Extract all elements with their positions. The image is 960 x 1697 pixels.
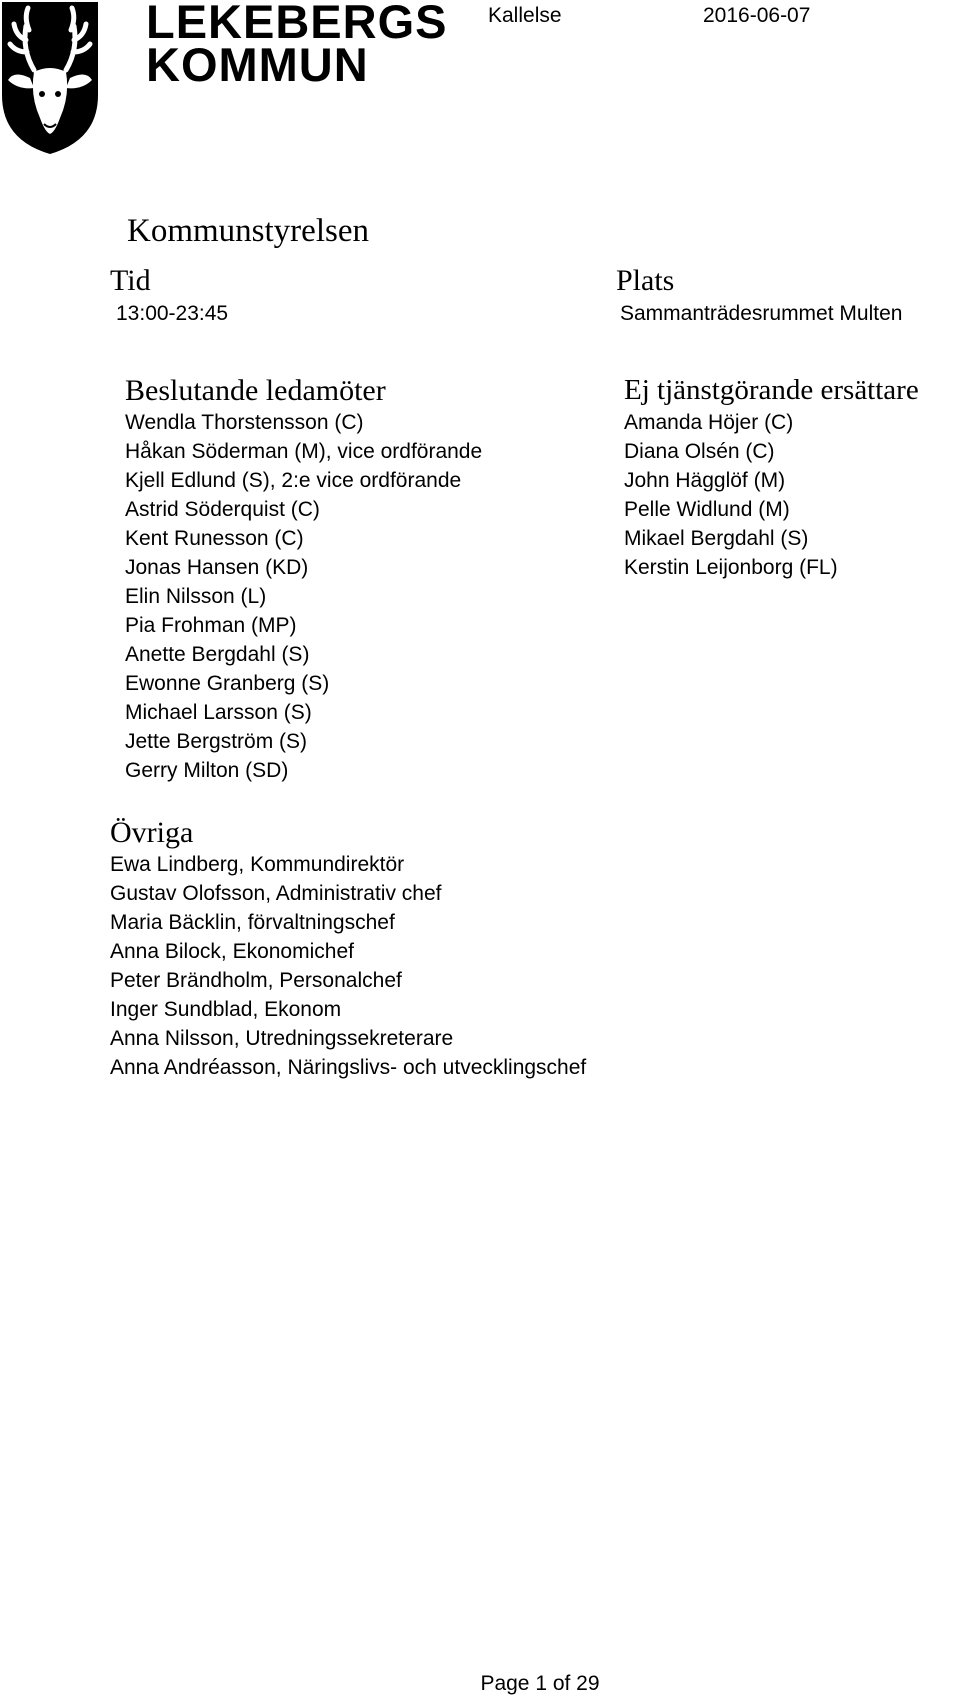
list-item: Gustav Olofsson, Administrativ chef [110,882,442,905]
document-type: Kallelse [488,4,562,27]
time-value: 13:00-23:45 [116,302,229,325]
list-item: Jonas Hansen (KD) [125,556,309,579]
list-item: Jette Bergström (S) [125,730,308,753]
list-item: Pelle Widlund (M) [624,498,790,521]
logo-line-2: KOMMUN [146,38,369,91]
substitutes-list [624,408,838,582]
list-item: Maria Bäcklin, förvaltningschef [110,911,395,934]
logo-line-1: LEKEBERGS [146,0,448,48]
list-item: Michael Larsson (S) [125,701,312,724]
decision-members-list [125,408,482,785]
page-number: Page 1 of 29 [480,1672,600,1695]
list-item: Mikael Bergdahl (S) [624,527,809,550]
substitutes-heading: Ej tjänstgörande ersättare [624,374,919,406]
list-item: Anna Bilock, Ekonomichef [110,940,354,963]
list-item: Amanda Höjer (C) [624,411,794,434]
municipality-logo-wordmark [146,0,448,91]
list-item: Wendla Thorstensson (C) [125,411,364,434]
list-item: Kent Runesson (C) [125,527,304,550]
list-item: Elin Nilsson (L) [125,585,267,608]
list-item: Diana Olsén (C) [624,440,775,463]
list-item: Pia Frohman (MP) [125,614,297,637]
page-title: Kommunstyrelsen [127,213,369,249]
others-list [110,850,586,1082]
list-item: Gerry Milton (SD) [125,759,289,782]
decision-members-heading: Beslutande ledamöter [125,374,386,407]
list-item: Ewonne Granberg (S) [125,672,330,695]
municipality-emblem-icon [0,0,100,156]
list-item: Anna Andréasson, Näringslivs- och utvecklingschef [110,1056,587,1079]
list-item: Anna Nilsson, Utredningssekreterare [110,1027,454,1050]
page-footer [0,1672,960,1696]
time-label: Tid [110,264,151,297]
list-item: Kerstin Leijonborg (FL) [624,556,838,579]
document-date: 2016-06-07 [703,4,811,27]
list-item: John Hägglöf (M) [624,469,786,492]
place-label: Plats [616,264,675,297]
others-heading: Övriga [110,816,194,849]
list-item: Håkan Söderman (M), vice ordförande [125,440,483,463]
list-item: Ewa Lindberg, Kommundirektör [110,853,405,876]
list-item: Inger Sundblad, Ekonom [110,998,342,1021]
list-item: Peter Brändholm, Personalchef [110,969,402,992]
place-value: Sammanträdesrummet Multen [620,302,903,325]
list-item: Astrid Söderquist (C) [125,498,320,521]
list-item: Kjell Edlund (S), 2:e vice ordförande [125,469,462,492]
list-item: Anette Bergdahl (S) [125,643,310,666]
